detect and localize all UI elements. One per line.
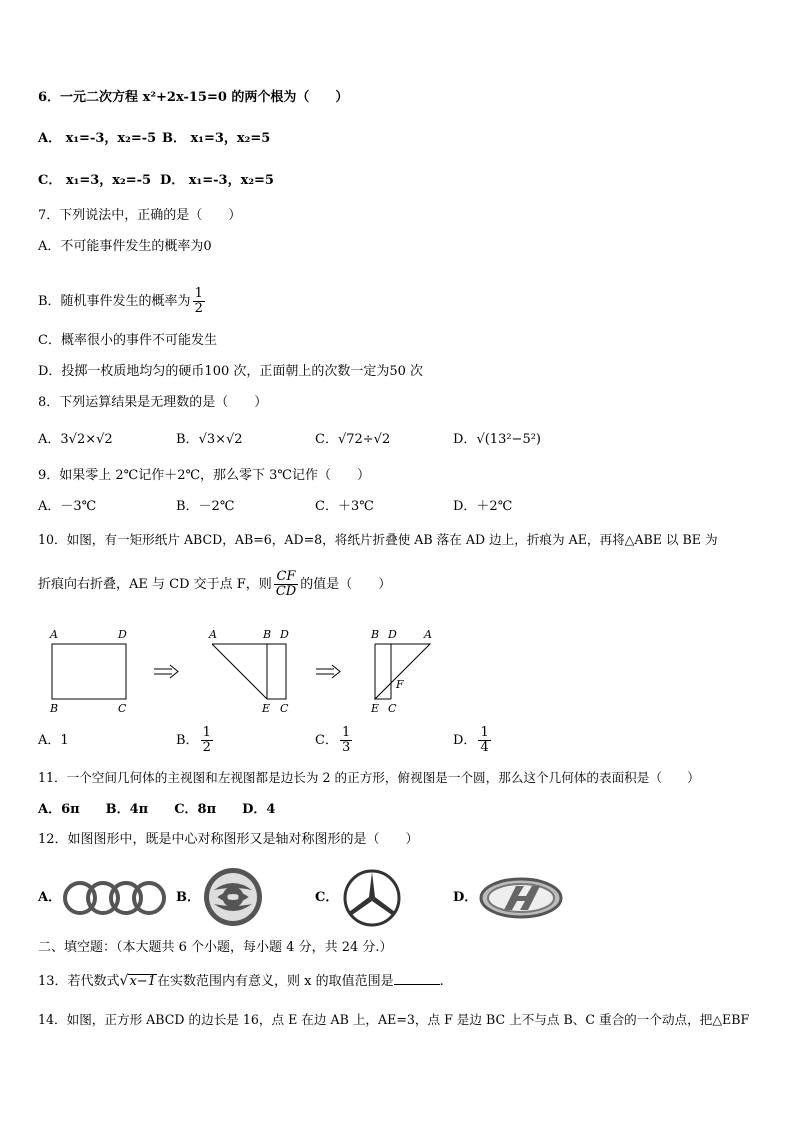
arrow-right-icon [154, 665, 178, 678]
q8-option-b [176, 432, 243, 448]
fig1-label-c: C [118, 702, 127, 715]
fig1-label-a: A [50, 628, 58, 641]
q6-option-a: A． x₁=-3，x₂=-5 [38, 131, 157, 146]
q12-option-b-label: B． [176, 890, 200, 905]
q10-stem-text: 折痕向右折叠，AE 与 CD 交于点 F，则 [38, 577, 272, 592]
q9-option-a: A．－3℃ [38, 499, 97, 514]
q9-option-c: C．＋3℃ [315, 499, 374, 514]
q9-option-d: D．＋2℃ [453, 499, 513, 514]
q10-stem-line2 [38, 562, 391, 608]
q12-stem: 12．如图图形中，既是中心对称图形又是轴对称图形的是（ ） [38, 832, 419, 847]
fig3-label-a: A [424, 628, 432, 641]
q11-options: A．6π B．4π C．8π D．4 [38, 802, 276, 817]
fraction-numerator: 1 [480, 725, 489, 740]
q11-stem: 11．一个空间几何体的主视图和左视图都是边长为 2 的正方形，俯视图是一个圆，那么这个几何体的表面积是（ ） [38, 770, 700, 785]
fraction-denominator: 4 [480, 740, 489, 755]
q12-option-a-label: A． [38, 890, 62, 905]
fraction-denominator: 2 [202, 740, 211, 755]
fraction-numerator: 1 [202, 725, 211, 740]
option-label: A． [38, 432, 61, 447]
q6-option-d: D． x₁=-3，x₂=5 [160, 173, 274, 188]
fig2-label-c: C [280, 702, 289, 715]
q13-end: . [439, 974, 444, 989]
audi-rings-logo [62, 878, 166, 918]
q10-option-d [453, 720, 493, 762]
q7-option-c: C．概率很小的事件不可能发生 [38, 333, 217, 348]
q10-stem-tail: 的值是（ ） [300, 577, 392, 592]
q13-post: 在实数范围内有意义，则 x 的取值范围是 [156, 974, 394, 989]
q6-option-b: B． x₁=3，x₂=5 [162, 131, 271, 146]
q10-option-c [315, 720, 354, 762]
fig1-label-b: B [50, 702, 59, 715]
fig3-label-c: C [388, 702, 397, 715]
q10-figures [40, 624, 460, 716]
q10-d-fraction [478, 726, 490, 755]
q13-stem [38, 972, 444, 990]
fig1-label-d: D [118, 628, 127, 641]
q10-option-b [176, 720, 215, 762]
q8-c-expr: √72÷√2 [337, 432, 391, 447]
q14-stem: 14．如图，正方形 ABCD 的边长是 16，点 E 在边 AB 上，AE=3，点 F 是边 BC 上不与点 B、C 重合的一个动点，把△EBF [38, 1012, 750, 1027]
option-label: C． [315, 432, 338, 447]
option-label: D． [453, 432, 477, 447]
section-heading-fill-in: 二、填空题：（本大题共 6 个小题，每小题 4 分，共 24 分.） [38, 940, 393, 955]
fig2-label-e: E [262, 702, 271, 715]
radical-sign: √ [119, 973, 129, 989]
option-label: B． [176, 432, 199, 447]
fraction-denominator: 3 [341, 740, 351, 755]
fig3-label-d: D [388, 628, 397, 641]
fig2-label-d: D [280, 628, 289, 641]
hyundai-logo [478, 876, 564, 920]
q13-pre: 13．若代数式 [38, 974, 120, 989]
q8-stem: 8．下列运算结果是无理数的是（ ） [38, 395, 268, 410]
q10-b-fraction [201, 726, 213, 755]
q7-option-b [38, 278, 207, 326]
q6-stem: 6．一元二次方程 x²+2x-15=0 的两个根为（ ） [38, 90, 349, 105]
q10-fraction [274, 570, 298, 599]
q7-stem: 7．下列说法中，正确的是（ ） [38, 208, 242, 223]
q12-option-c-label: C． [315, 890, 339, 905]
fraction-denominator: 2 [194, 301, 203, 316]
mercedes-star-logo [342, 868, 402, 928]
q8-option-a [38, 432, 113, 448]
option-label: D． [453, 733, 477, 748]
q8-a-expr: 3√2×√2 [60, 432, 113, 447]
fig3-label-b: B [371, 628, 380, 641]
q12-option-d-label: D． [453, 890, 478, 905]
q7-option-a: A．不可能事件发生的概率为0 [38, 239, 212, 254]
q8-d-expr: √(13²−5²) [476, 432, 541, 447]
q8-option-d [453, 432, 541, 448]
q9-option-b: B．－2℃ [176, 499, 235, 514]
q10-figure-3 [370, 628, 432, 715]
q10-figure-1 [49, 628, 127, 715]
q10-figure-2 [208, 628, 289, 715]
q7-option-b-fraction [193, 287, 205, 316]
q10-c-fraction [340, 726, 352, 755]
fraction-denominator: CD [275, 584, 297, 599]
fraction-numerator: 1 [194, 286, 203, 301]
q8-option-c [315, 432, 390, 448]
fig2-label-a: A [209, 628, 217, 641]
q13-radicand: x−1 [129, 974, 156, 989]
fig2-label-b: B [263, 628, 272, 641]
q13-answer-blank[interactable] [394, 972, 440, 985]
q7-option-d: D．投掷一枚质地均匀的硬币100 次，正面朝上的次数一定为50 次 [38, 364, 424, 379]
option-label: C． [315, 733, 338, 748]
fraction-numerator: 1 [341, 725, 351, 740]
arrow-right-icon [316, 665, 340, 678]
fig3-label-e: E [371, 702, 380, 715]
option-label: B． [176, 733, 199, 748]
fig3-label-f: F [396, 678, 404, 691]
q9-stem: 9．如果零上 2℃记作＋2℃，那么零下 3℃记作（ ） [38, 468, 370, 483]
q7-option-b-text: B．随机事件发生的概率为 [38, 294, 191, 309]
q10-stem-line1: 10．如图，有一矩形纸片 ABCD，AB=6，AD=8，将纸片折叠使 AB 落在 AD 边上，折痕为 AE，再将△ABE 以 BE 为 [38, 532, 718, 547]
q8-b-expr: √3×√2 [198, 432, 243, 447]
q6-option-c: C． x₁=3，x₂=-5 [38, 173, 152, 188]
fraction-numerator: CF [274, 570, 298, 585]
q10-option-a: A．1 [38, 733, 69, 748]
dongfeng-logo [202, 866, 264, 928]
